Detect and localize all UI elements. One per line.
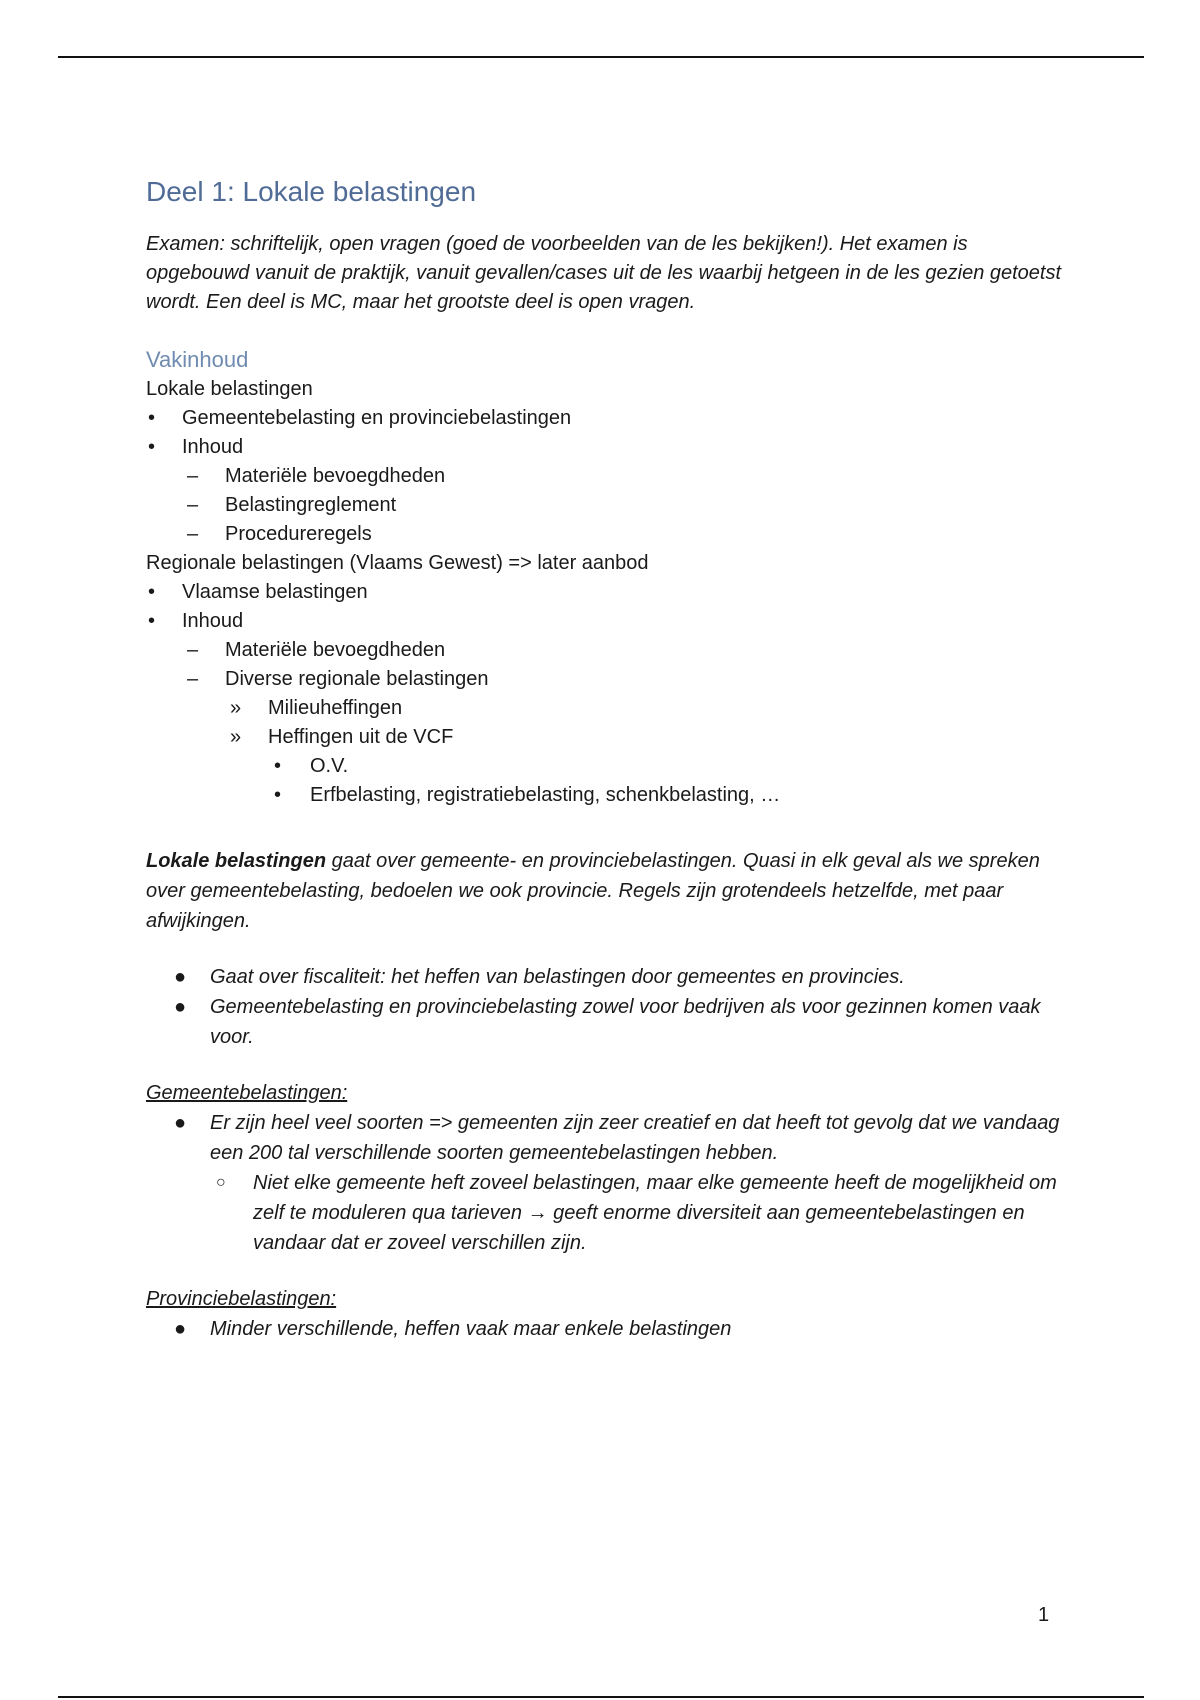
bullet-icon: • [148, 610, 156, 632]
document-body [146, 172, 1066, 1344]
bullet-icon: • [148, 407, 156, 429]
heading-gemeentebelastingen: Gemeentebelastingen: [146, 1082, 348, 1104]
outline-item: • Inhoud [146, 433, 1066, 462]
list-item: ● Gemeentebelasting en provinciebelasting zowel voor bedrijven als voor gezinnen komen vaak voor. [146, 992, 1066, 1052]
outline-subitem: – Belastingreglement [146, 491, 1066, 520]
circle-bullet-icon: ○ [216, 1174, 226, 1191]
header-rule [58, 56, 1144, 58]
dash-icon: – [187, 668, 199, 690]
outline-subsubitem: » Milieuheffingen [146, 694, 1066, 723]
bold-term: Lokale belastingen [146, 850, 327, 872]
outline-item: • Vlaamse belastingen [146, 578, 1066, 607]
outline-subitem: – Materiële bevoegdheden [146, 462, 1066, 491]
outline-regionale: Regionale belastingen (Vlaams Gewest) => later aanbod [146, 552, 649, 574]
dash-icon: – [187, 523, 199, 545]
list-item: ● Gaat over fiscaliteit: het heffen van belastingen door gemeentes en provincies. [146, 962, 1066, 992]
page-title: Deel 1: Lokale belastingen [146, 176, 477, 207]
dash-icon: – [187, 639, 199, 661]
list-item: ● Er zijn heel veel soorten => gemeenten zijn zeer creatief en dat heeft tot gevolg dat we vandaag een 200 tal verschillende soorten gemeentebelastingen hebben. [146, 1108, 1066, 1168]
outline-lokale: Lokale belastingen [146, 378, 313, 400]
summary-list [146, 962, 1066, 1052]
provincie-list [146, 1314, 1066, 1344]
bullet-icon: • [148, 581, 156, 603]
bullet-icon: ● [174, 996, 187, 1018]
dash-icon: – [187, 494, 199, 516]
bullet-icon: ● [174, 1318, 187, 1340]
page-number: 1 [1038, 1604, 1050, 1626]
heading-provinciebelastingen: Provinciebelastingen: [146, 1288, 337, 1310]
outline-leaf: • O.V. [146, 752, 1066, 781]
list-item: ● Minder verschillende, heffen vaak maar enkele belastingen [146, 1314, 1066, 1344]
guillemet-icon: » [230, 697, 242, 719]
outline-leaf: • Erfbelasting, registratiebelasting, schenkbelasting, … [146, 781, 1066, 810]
bullet-icon: • [148, 436, 156, 458]
bullet-icon: ● [174, 1112, 187, 1134]
bullet-icon: • [274, 755, 282, 777]
bullet-icon: • [274, 784, 282, 806]
outline-subitem: – Diverse regionale belastingen [146, 665, 1066, 694]
intro-paragraph: Examen: schriftelijk, open vragen (goed de voorbeelden van de les bekijken!). Het examen is opgebouwd vanuit de praktijk, vanuit gevallen/cases uit de les waarbij hetgeen in de les gezien getoetst wordt. Een deel is MC, maar het grootste deel is open vragen. [146, 233, 1062, 313]
outline-subitem: – Materiële bevoegdheden [146, 636, 1066, 665]
bullet-icon: ● [174, 966, 187, 988]
footer-rule [58, 1696, 1144, 1698]
outline-subitem: – Procedureregels [146, 520, 1066, 549]
section-heading-vakinhoud: Vakinhoud [146, 347, 249, 372]
guillemet-icon: » [230, 726, 242, 748]
dash-icon: – [187, 465, 199, 487]
outline-subsubitem: » Heffingen uit de VCF [146, 723, 1066, 752]
gemeente-list [146, 1108, 1066, 1258]
list-subitem: ○ Niet elke gemeente heft zoveel belastingen, maar elke gemeente heeft de mogelijkheid om zelf te moduleren qua tarieven → geeft enorme diversiteit aan gemeentebelastingen en vandaar dat er zoveel verschillen zijn. [146, 1168, 1066, 1258]
outline-item: • Inhoud [146, 607, 1066, 636]
outline-item: • Gemeentebelasting en provinciebelastingen [146, 404, 1066, 433]
lokale-paragraph: Lokale belastingen gaat over gemeente- en provinciebelastingen. Quasi in elk geval als we spreken over gemeentebelasting, bedoelen we ook provincie. Regels zijn grotendeels hetzelfde, met paar afwijkingen. [146, 850, 1040, 932]
